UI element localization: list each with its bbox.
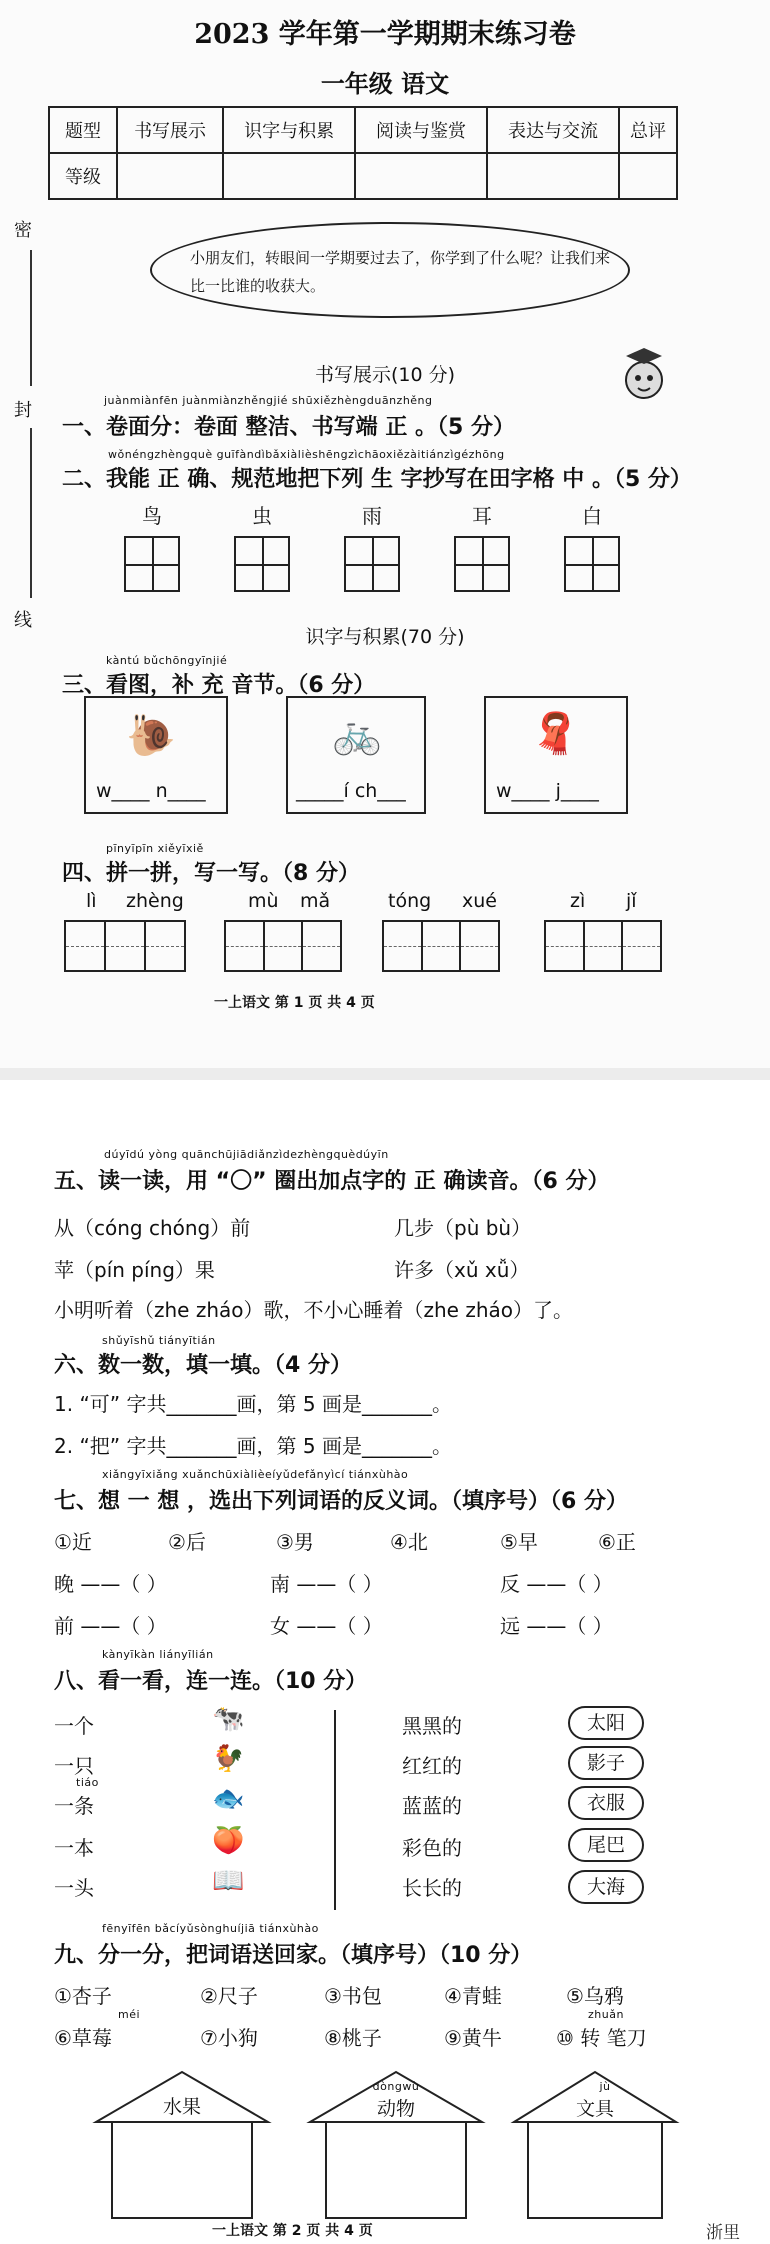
pinyin-blank[interactable]: _____í ch___ [296, 780, 406, 802]
noun-cloud[interactable]: 尾巴 [568, 1828, 644, 1862]
writing-grid[interactable] [224, 920, 342, 972]
pinyin: zhuǎn [588, 2008, 624, 2021]
score-header: 表达与交流 [487, 107, 619, 153]
tianzi-grid[interactable] [564, 536, 620, 592]
score-header: 书写展示 [117, 107, 223, 153]
model-char: 耳 [472, 504, 492, 528]
page-footer: 一上语文 第 2 页 共 4 页 [212, 2223, 373, 2239]
question-4: 四、拼一拼，写一写。（8 分） [62, 861, 360, 886]
peach-icon[interactable]: 🍑 [212, 1826, 245, 1856]
score-cell[interactable] [487, 153, 619, 199]
antonym-pair[interactable]: 远 ——（ ） [500, 1614, 613, 1638]
house-label: 水果 [162, 2096, 201, 2118]
score-table [48, 106, 678, 200]
fill-line[interactable]: 2. “把” 字共_______画，第 5 画是_______。 [54, 1434, 452, 1458]
option: ⑤早 [500, 1530, 538, 1554]
score-cell[interactable] [355, 153, 487, 199]
word-option[interactable]: ⑦小狗 [200, 2026, 258, 2050]
house-label: 动物 [376, 2098, 415, 2120]
word-option[interactable]: ⑨黄牛 [444, 2026, 502, 2050]
seal-mark: 密 [14, 220, 32, 241]
divider [334, 1710, 336, 1910]
model-char: 虫 [252, 504, 272, 528]
exam-page-1 [0, 0, 770, 1080]
pinyin: méi [118, 2008, 141, 2021]
house-stationery[interactable] [510, 2070, 680, 2220]
score-header: 总评 [619, 107, 677, 153]
score-cell[interactable] [223, 153, 355, 199]
model-char: 鸟 [142, 504, 162, 528]
exam-title: 2023 学年第一学期期末练习卷 [194, 19, 576, 50]
section-writing-title: 书写展示(10 分) [314, 364, 456, 386]
page-footer: 一上语文 第 1 页 共 4 页 [214, 995, 375, 1011]
question-9: 九、分一分，把词语送回家。（填序号）（10 分） [54, 1943, 533, 1968]
adjective[interactable]: 蓝蓝的 [402, 1794, 462, 1818]
model-char: 雨 [362, 504, 382, 528]
question-5: 五、读一读，用 “〇” 圈出加点字的 正 确读音。（6 分） [54, 1169, 610, 1194]
watermark: 浙里 [706, 2223, 740, 2243]
pinyin: kàntú bǔchōngyīnjié [106, 654, 228, 667]
option: ③男 [276, 1530, 314, 1554]
noun-cloud[interactable]: 衣服 [568, 1786, 644, 1820]
house-label: 文具 [575, 2098, 614, 2120]
noun-cloud[interactable]: 太阳 [568, 1706, 644, 1740]
measure-word[interactable]: 一只 [54, 1754, 94, 1778]
score-header: 阅读与鉴赏 [355, 107, 487, 153]
word-option[interactable]: ⑥草莓 [54, 2026, 112, 2050]
pinyin: pīnyīpīn xiěyīxiě [106, 842, 204, 855]
cow-icon[interactable]: 🐄 [212, 1704, 245, 1734]
pinyin: jù [599, 2080, 611, 2093]
house-fruit[interactable] [92, 2070, 272, 2220]
pinyin-blank[interactable]: w____ j____ [496, 780, 599, 802]
score-row-label: 等级 [49, 153, 117, 199]
word-option[interactable]: ④青蛙 [444, 1984, 502, 2008]
house-animal[interactable] [306, 2070, 486, 2220]
antonym-pair[interactable]: 女 ——（ ） [270, 1614, 383, 1638]
picture-box [84, 696, 228, 814]
antonym-pair[interactable]: 反 ——（ ） [500, 1572, 613, 1596]
question-1: 一、卷面分：卷面 整洁、书写端 正 。（5 分） [62, 415, 515, 440]
question-7: 七、想 一 想 ，选出下列词语的反义词。（填序号）（6 分） [54, 1489, 628, 1514]
writing-grid[interactable] [544, 920, 662, 972]
page-gap [0, 1068, 770, 1080]
tianzi-grid[interactable] [234, 536, 290, 592]
score-header: 识字与积累 [223, 107, 355, 153]
exam-subtitle: 一年级 语文 [320, 69, 450, 98]
exam-page-2 [0, 1080, 770, 2244]
pinyin: shǔyīshǔ tiányītián [102, 1334, 216, 1347]
question-8: 八、看一看，连一连。（10 分） [54, 1669, 368, 1694]
score-cell[interactable] [619, 153, 677, 199]
grid-pinyin: zì [570, 890, 586, 912]
adjective[interactable]: 彩色的 [402, 1836, 462, 1860]
grid-pinyin: jǐ [626, 890, 637, 912]
pinyin: fēnyīfēn bǎcíyǔsònghuíjiā tiánxùhào [102, 1922, 319, 1935]
measure-word[interactable]: 一条 [54, 1794, 94, 1818]
reading-line[interactable]: 许多（xǔ xǚ） [394, 1258, 530, 1282]
word-option[interactable]: ②尺子 [200, 1984, 258, 2008]
fish-icon[interactable]: 🐟 [212, 1784, 245, 1814]
question-2: 二、我能 正 确、规范地把下列 生 字抄写在田字格 中 。（5 分） [62, 467, 692, 492]
antonym-pair[interactable]: 前 ——（ ） [54, 1614, 167, 1638]
noun-cloud[interactable]: 影子 [568, 1746, 644, 1780]
writing-grid[interactable] [382, 920, 500, 972]
option: ②后 [168, 1530, 206, 1554]
pinyin: tiáo [76, 1776, 99, 1789]
option: ④北 [390, 1530, 428, 1554]
measure-word[interactable]: 一头 [54, 1876, 94, 1900]
reading-line[interactable]: 小明听着（zhe zháo）歌，不小心睡着（zhe zháo）了。 [54, 1298, 574, 1322]
seal-line [30, 428, 32, 598]
seal-mark: 封 [14, 400, 32, 421]
grid-pinyin: mù [248, 890, 279, 912]
measure-word[interactable]: 一个 [54, 1714, 94, 1738]
grid-pinyin: lì [86, 890, 97, 912]
cyclist-icon: 🚲 [332, 711, 382, 757]
measure-word[interactable]: 一本 [54, 1836, 94, 1860]
word-option[interactable]: ①杏子 [54, 1984, 112, 2008]
writing-grid[interactable] [64, 920, 186, 972]
pinyin: juànmiànfēn juànmiànzhěngjié shūxiězhèngduānzhěng [104, 394, 433, 407]
speech-bubble-text: 小朋友们，转眼间一学期要过去了，你学到了什么呢？让我们来比一比谁的收获大。 [190, 249, 611, 295]
antonym-pair[interactable]: 南 ——（ ） [270, 1572, 383, 1596]
pinyin: dúyīdú yòng quānchūjiādiǎnzìdezhèngquèdúyīn [104, 1148, 389, 1161]
reading-line[interactable]: 苹（pín píng）果 [54, 1258, 215, 1282]
antonym-pair[interactable]: 晚 ——（ ） [54, 1572, 167, 1596]
option: ⑥正 [598, 1530, 636, 1554]
pinyin: kànyīkàn liányīlián [102, 1648, 214, 1661]
pinyin: xiǎngyīxiǎng xuǎnchūxiàlièeíyǔdefǎnyìcí tiánxùhào [102, 1468, 409, 1481]
seal-mark: 线 [14, 610, 32, 631]
pinyin-blank[interactable]: w____ n____ [96, 780, 206, 802]
rooster-icon[interactable]: 🐓 [212, 1744, 245, 1774]
book-icon[interactable]: 📖 [212, 1866, 245, 1896]
adjective[interactable]: 黑黑的 [402, 1714, 462, 1738]
word-option[interactable]: ⑧桃子 [324, 2026, 382, 2050]
grid-pinyin: mǎ [300, 890, 331, 912]
word-option[interactable]: ⑤乌鸦 [566, 1984, 624, 2008]
snail-icon: 🐌 [126, 713, 176, 759]
adjective[interactable]: 长长的 [402, 1876, 462, 1900]
model-char: 白 [582, 504, 602, 528]
fill-line[interactable]: 1. “可” 字共_______画，第 5 画是_______。 [54, 1392, 452, 1416]
pinyin: wǒnéngzhèngquè guīfàndìbǎxiàlièshēngzìchāoxiězàitiánzìgézhōng [108, 448, 505, 461]
tianzi-grid[interactable] [454, 536, 510, 592]
question-6: 六、数一数，填一填。（4 分） [54, 1353, 352, 1378]
tianzi-grid[interactable] [344, 536, 400, 592]
pinyin: dòngwù [372, 2080, 420, 2093]
picture-box [484, 696, 628, 814]
picture-box [286, 696, 426, 814]
grid-pinyin: zhèng [126, 890, 184, 912]
score-cell[interactable] [117, 153, 223, 199]
section-literacy-title: 识字与积累(70 分) [305, 626, 465, 648]
scarf-icon: 🧣 [530, 711, 580, 757]
tianzi-grid[interactable] [124, 536, 180, 592]
grid-pinyin: xué [462, 890, 497, 912]
adjective[interactable]: 红红的 [402, 1754, 462, 1778]
grid-pinyin: tóng [388, 890, 432, 912]
word-option[interactable]: ③书包 [324, 1984, 382, 2008]
question-3: 三、看图，补 充 音节。（6 分） [62, 673, 376, 698]
word-option[interactable]: ⑩ 转 笔刀 [556, 2026, 647, 2050]
reading-line[interactable]: 几步（pù bù） [394, 1216, 532, 1240]
option: ①近 [54, 1530, 92, 1554]
noun-cloud[interactable]: 大海 [568, 1870, 644, 1904]
reading-line[interactable]: 从（cóng chóng）前 [54, 1216, 251, 1240]
score-header: 题型 [49, 107, 117, 153]
